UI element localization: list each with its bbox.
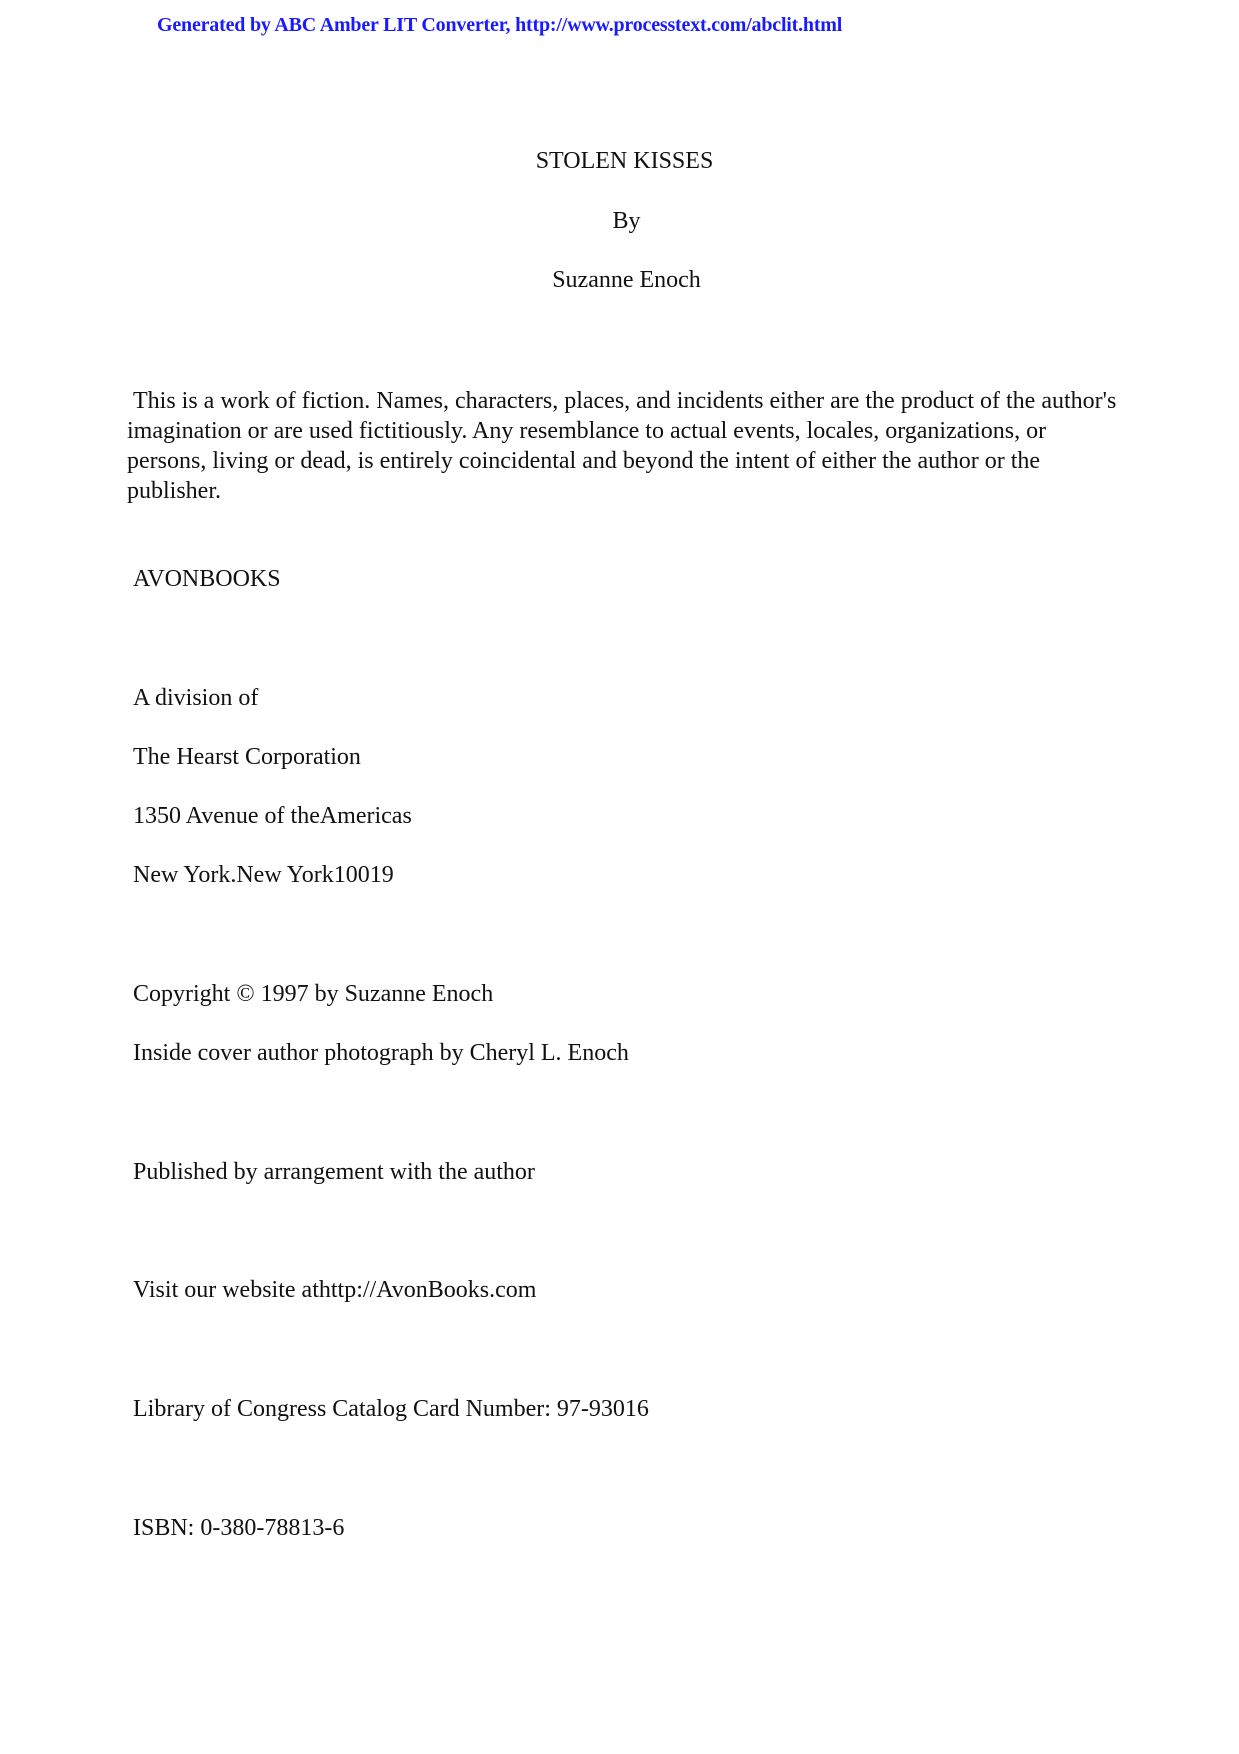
author-name: Suzanne Enoch xyxy=(552,267,701,293)
catalog-number: Library of Congress Catalog Card Number: 97-93016 xyxy=(133,1396,649,1422)
publisher-corporation: The Hearst Corporation xyxy=(133,744,361,770)
converter-banner: Generated by ABC Amber LIT Converter, http://www.processtext.com/abclit.html xyxy=(157,14,843,36)
book-title: STOLEN KISSES xyxy=(535,148,714,174)
photo-credit: Inside cover author photograph by Cheryl L. Enoch xyxy=(133,1040,629,1066)
publisher-name: AVONBOOKS xyxy=(133,566,281,592)
fiction-disclaimer: This is a work of fiction. Names, characters, places, and incidents either are the product of the author's imagination or are used fictitiously. Any resemblance to actual events, locales, organizations, or persons, living or dead, is entirely coincidental and beyond the intent of either the author or the publisher. xyxy=(127,388,1117,504)
publisher-division: A division of xyxy=(133,685,259,711)
publisher-street: 1350 Avenue of theAmericas xyxy=(133,803,412,829)
copyright-line: Copyright © 1997 by Suzanne Enoch xyxy=(133,981,494,1007)
isbn-line: ISBN: 0-380-78813-6 xyxy=(133,1515,345,1541)
arrangement-line: Published by arrangement with the author xyxy=(133,1159,535,1185)
website-line: Visit our website athttp://AvonBooks.com xyxy=(133,1277,537,1303)
by-line: By xyxy=(612,208,641,234)
publisher-city: New York.New York10019 xyxy=(133,862,394,888)
